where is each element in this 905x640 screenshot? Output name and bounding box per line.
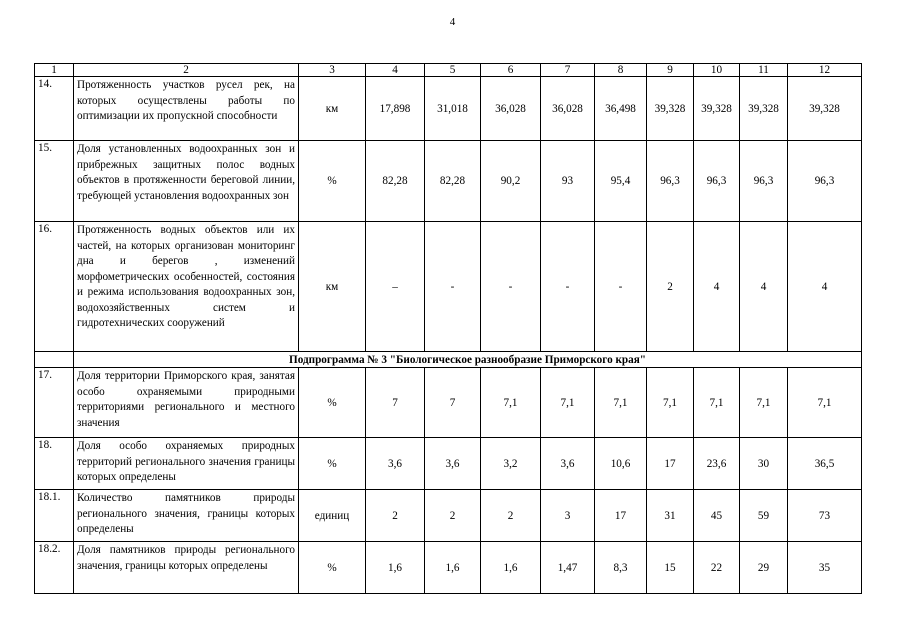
- row-number: 18.1.: [35, 490, 74, 542]
- value-cell: 7,1: [740, 368, 788, 438]
- value-cell: 22: [694, 542, 740, 594]
- header-row: [35, 64, 862, 77]
- header-cell: 10: [694, 64, 740, 77]
- indicator-name: Количество памятников природы регионального значения, границы которых определены: [74, 490, 299, 542]
- value-cell: 4: [694, 222, 740, 352]
- value-cell: 31: [647, 490, 694, 542]
- header-cell: 7: [541, 64, 595, 77]
- value-cell: 3: [541, 490, 595, 542]
- table-row: [35, 490, 862, 542]
- page-number: 4: [449, 16, 456, 28]
- indicator-name: Доля установленных водоохранных зон и прибрежных защитных полос водных объектов в протяженности береговой линии, требующей установления водоохранных зон: [74, 141, 299, 222]
- subprogram-title: Подпрограмма № 3 "Биологическое разнообразие Приморского края": [74, 352, 862, 368]
- value-cell: 2: [481, 490, 541, 542]
- value-cell: 39,328: [788, 77, 862, 141]
- indicator-name: Протяженность участков русел рек, на которых осуществлены работы по оптимизации их пропускной способности: [74, 77, 299, 141]
- value-cell: 59: [740, 490, 788, 542]
- table-row: [35, 77, 862, 141]
- table-row: [35, 141, 862, 222]
- value-cell: 35: [788, 542, 862, 594]
- unit-cell: %: [299, 368, 366, 438]
- row-number: 15.: [35, 141, 74, 222]
- value-cell: 17: [595, 490, 647, 542]
- value-cell: 45: [694, 490, 740, 542]
- value-cell: 2: [425, 490, 481, 542]
- header-cell: 2: [74, 64, 299, 77]
- value-cell: 17: [647, 438, 694, 490]
- value-cell: 10,6: [595, 438, 647, 490]
- value-cell: 7,1: [788, 368, 862, 438]
- value-cell: 1,6: [481, 542, 541, 594]
- value-cell: 39,328: [694, 77, 740, 141]
- value-cell: 36,028: [541, 77, 595, 141]
- unit-cell: км: [299, 77, 366, 141]
- value-cell: 7: [366, 368, 425, 438]
- value-cell: 1,6: [366, 542, 425, 594]
- unit-cell: %: [299, 542, 366, 594]
- header-cell: 9: [647, 64, 694, 77]
- value-cell: 7,1: [694, 368, 740, 438]
- header-cell: 6: [481, 64, 541, 77]
- value-cell: 39,328: [740, 77, 788, 141]
- value-cell: 73: [788, 490, 862, 542]
- value-cell: 96,3: [647, 141, 694, 222]
- value-cell: 95,4: [595, 141, 647, 222]
- table-row: [35, 368, 862, 438]
- value-cell: 1,47: [541, 542, 595, 594]
- header-cell: 3: [299, 64, 366, 77]
- value-cell: 15: [647, 542, 694, 594]
- unit-cell: %: [299, 141, 366, 222]
- row-number: 17.: [35, 368, 74, 438]
- value-cell: 7: [425, 368, 481, 438]
- value-cell: 2: [647, 222, 694, 352]
- header-cell: 1: [35, 64, 74, 77]
- header-cell: 12: [788, 64, 862, 77]
- value-cell: 3,6: [425, 438, 481, 490]
- header-cell: 4: [366, 64, 425, 77]
- indicator-name: Доля памятников природы регионального значения, границы которых определены: [74, 542, 299, 594]
- value-cell: 3,2: [481, 438, 541, 490]
- value-cell: 93: [541, 141, 595, 222]
- value-cell: 8,3: [595, 542, 647, 594]
- value-cell: 29: [740, 542, 788, 594]
- empty-cell: [35, 352, 74, 368]
- header-cell: 5: [425, 64, 481, 77]
- value-cell: 90,2: [481, 141, 541, 222]
- value-cell: 82,28: [366, 141, 425, 222]
- value-cell: 36,5: [788, 438, 862, 490]
- value-cell: -: [481, 222, 541, 352]
- value-cell: 96,3: [788, 141, 862, 222]
- value-cell: 96,3: [694, 141, 740, 222]
- value-cell: 39,328: [647, 77, 694, 141]
- row-number: 16.: [35, 222, 74, 352]
- table-row: [35, 542, 862, 594]
- row-number: 18.2.: [35, 542, 74, 594]
- unit-cell: единиц: [299, 490, 366, 542]
- row-number: 18.: [35, 438, 74, 490]
- header-cell: 11: [740, 64, 788, 77]
- table-row: [35, 438, 862, 490]
- indicators-table: [34, 63, 862, 594]
- value-cell: 31,018: [425, 77, 481, 141]
- value-cell: -: [595, 222, 647, 352]
- value-cell: 23,6: [694, 438, 740, 490]
- value-cell: 2: [366, 490, 425, 542]
- value-cell: 3,6: [366, 438, 425, 490]
- value-cell: 96,3: [740, 141, 788, 222]
- indicator-name: Доля территории Приморского края, занятая особо охраняемыми природными территориями регионального и местного значения: [74, 368, 299, 438]
- value-cell: 36,498: [595, 77, 647, 141]
- header-cell: 8: [595, 64, 647, 77]
- value-cell: -: [425, 222, 481, 352]
- value-cell: –: [366, 222, 425, 352]
- value-cell: 17,898: [366, 77, 425, 141]
- indicator-name: Протяженность водных объектов или их частей, на которых организован мониторинг дна и берегов , изменений морфометрических особенностей, состояния и режима использования водоохранных зон, водохозяйственных систем и гидротехнических сооружений: [74, 222, 299, 352]
- value-cell: 7,1: [647, 368, 694, 438]
- row-number: 14.: [35, 77, 74, 141]
- value-cell: 82,28: [425, 141, 481, 222]
- value-cell: 36,028: [481, 77, 541, 141]
- value-cell: 30: [740, 438, 788, 490]
- unit-cell: км: [299, 222, 366, 352]
- table-row: [35, 222, 862, 352]
- value-cell: 1,6: [425, 542, 481, 594]
- value-cell: 4: [740, 222, 788, 352]
- subprogram-row: [35, 352, 862, 368]
- unit-cell: %: [299, 438, 366, 490]
- value-cell: 7,1: [595, 368, 647, 438]
- value-cell: -: [541, 222, 595, 352]
- value-cell: 4: [788, 222, 862, 352]
- value-cell: 3,6: [541, 438, 595, 490]
- value-cell: 7,1: [541, 368, 595, 438]
- value-cell: 7,1: [481, 368, 541, 438]
- indicator-name: Доля особо охраняемых природных территорий регионального значения границы которых определены: [74, 438, 299, 490]
